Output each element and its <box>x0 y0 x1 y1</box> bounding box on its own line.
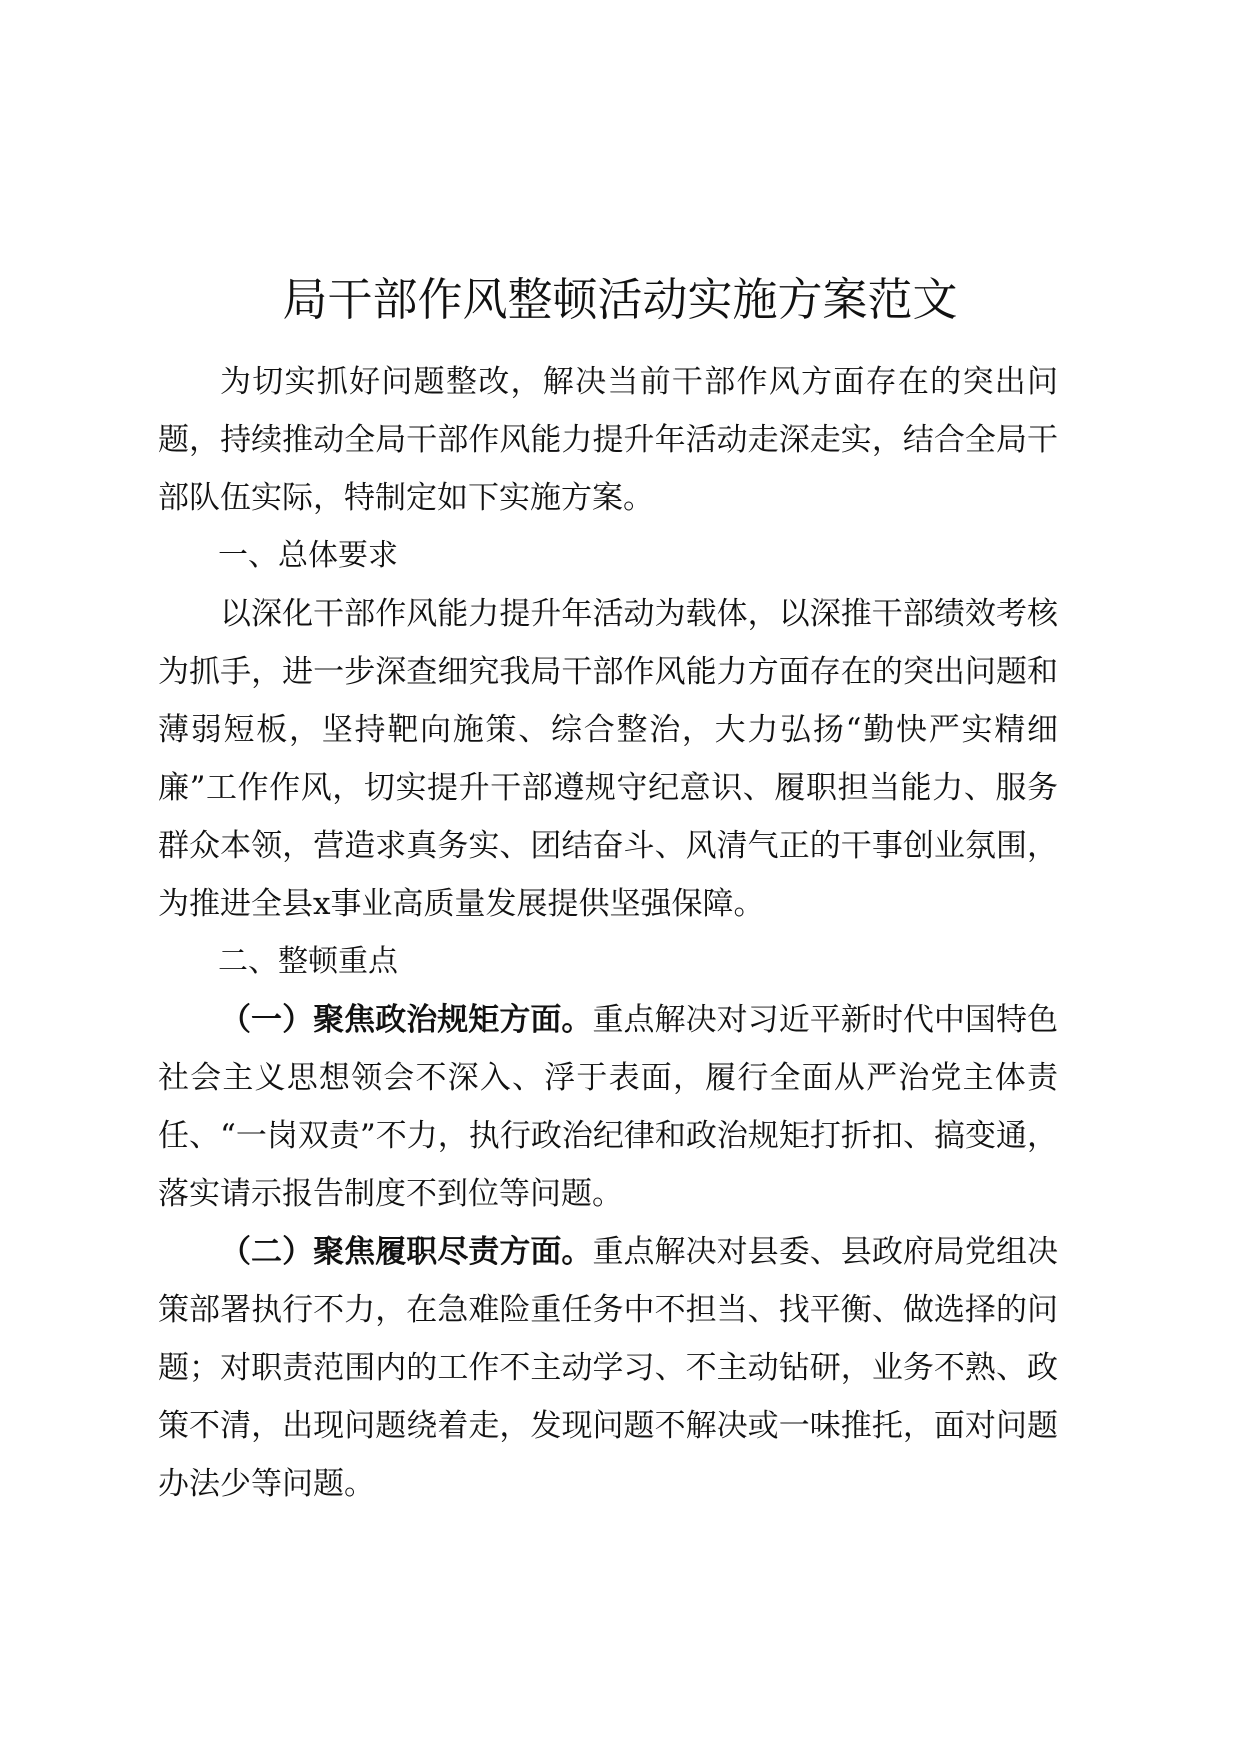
section-paragraph-overall-requirements: 以深化干部作风能力提升年活动为载体，以深推干部绩效考核为抓手，进一步深查细究我局干部作风能力方面存在的突出问题和薄弱短板，坚持靶向施策、综合整治，大力弘扬“勤快严实精细廉”工作作风，切实提升干部遵规守纪意识、履职担当能力、服务群众本领，营造求真务实、团结奋斗、风清气正的干事创业氛围，为推进全县x事业高质量发展提供坚强保障。 <box>158 596 1058 922</box>
focus-item-text: 重点解决对县委、县政府局党组决策部署执行不力，在急难险重任务中不担当、找平衡、做选择的问题；对职责范围内的工作不主动学习、不主动钻研，业务不熟、政策不清，出现问题绕着走，发现问题不解决或一味推托，面对问题办法少等问题。 <box>158 1234 1059 1502</box>
section-heading-overall-requirements: 一、总体要求 <box>218 538 398 573</box>
focus-item-text: 重点解决对习近平新时代中国特色社会主义思想领会不深入、浮于表面，履行全面从严治党主体责任、“一岗双责”不力，执行政治纪律和政治规矩打折扣、搞变通，落实请示报告制度不到位等问题。 <box>158 1002 1059 1212</box>
section-heading-rectification-focus: 二、整顿重点 <box>218 944 398 979</box>
focus-item-lead: （一）聚焦政治规矩方面。 <box>220 1002 593 1038</box>
focus-item-political-rules <box>158 991 1058 1223</box>
focus-item-lead: （二）聚焦履职尽责方面。 <box>220 1234 593 1270</box>
focus-item-duty-performance <box>158 1223 1058 1513</box>
document-body <box>158 353 1058 1513</box>
document-title: 局干部作风整顿活动实施方案范文 <box>282 273 958 326</box>
intro-paragraph: 为切实抓好问题整改，解决当前干部作风方面存在的突出问题，持续推动全局干部作风能力提升年活动走深走实，结合全局干部队伍实际，特制定如下实施方案。 <box>158 364 1058 516</box>
